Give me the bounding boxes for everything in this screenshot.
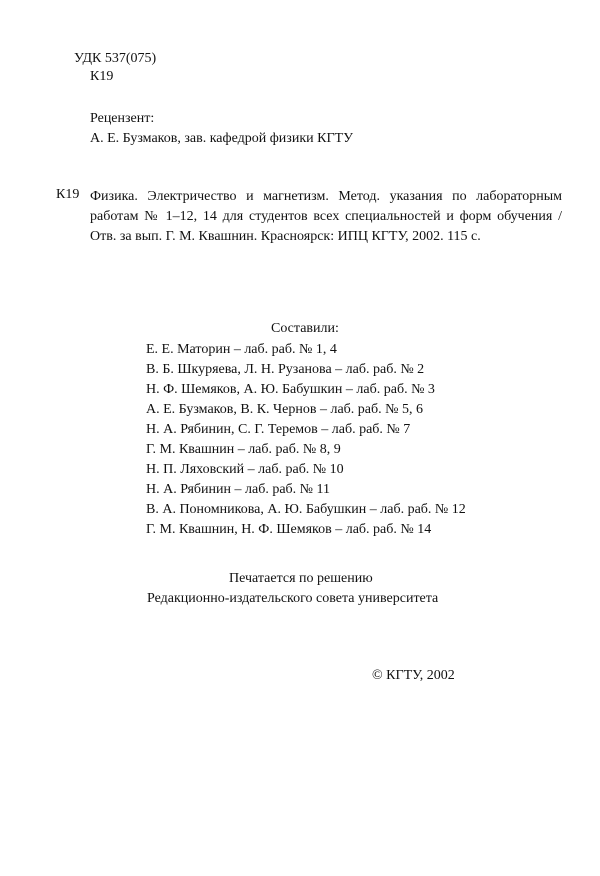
compilers-list	[146, 340, 466, 540]
compiler-entry: Н. А. Рябинин – лаб. раб. № 11	[146, 482, 331, 497]
bibliography-code: К19	[56, 187, 80, 202]
compiler-entry: А. Е. Бузмаков, В. К. Чернов – лаб. раб. № 5, 6	[146, 402, 423, 417]
compiler-entry: Н. П. Ляховский – лаб. раб. № 10	[146, 462, 344, 477]
compiler-entry: В. Б. Шкуряева, Л. Н. Рузанова – лаб. раб. № 2	[146, 362, 425, 377]
library-code: К19	[90, 69, 114, 84]
compiler-entry: Н. А. Рябинин, С. Г. Теремов – лаб. раб. № 7	[146, 422, 411, 437]
copyright-notice: © КГТУ, 2002	[372, 668, 455, 683]
printing-note-line2: Редакционно-издательского совета университета	[147, 591, 439, 606]
compiler-entry: Г. М. Квашнин, Н. Ф. Шемяков – лаб. раб. № 14	[146, 522, 432, 537]
compiler-entry: Н. Ф. Шемяков, А. Ю. Бабушкин – лаб. раб. № 3	[146, 382, 435, 397]
compilers-title: Составили:	[271, 321, 339, 336]
udk-code: УДК 537(075)	[74, 51, 157, 66]
reviewer-name: А. Е. Бузмаков, зав. кафедрой физики КГТУ	[90, 131, 354, 146]
reviewer-label: Рецензент:	[90, 111, 155, 126]
bibliographic-description: Физика. Электричество и магнетизм. Метод. указания по лабораторным работам № 1–12, 14 для студентов всех специальностей и форм обучения / Отв. за вып. Г. М. Квашнин. Красноярск: ИПЦ КГТУ, 2002. 115 с.	[90, 189, 562, 244]
compiler-entry: Г. М. Квашнин – лаб. раб. № 8, 9	[146, 442, 341, 457]
printing-note-line1: Печатается по решению	[229, 571, 373, 586]
compiler-entry: В. А. Пономникова, А. Ю. Бабушкин – лаб. раб. № 12	[146, 502, 466, 517]
compiler-entry: Е. Е. Маторин – лаб. раб. № 1, 4	[146, 342, 337, 357]
